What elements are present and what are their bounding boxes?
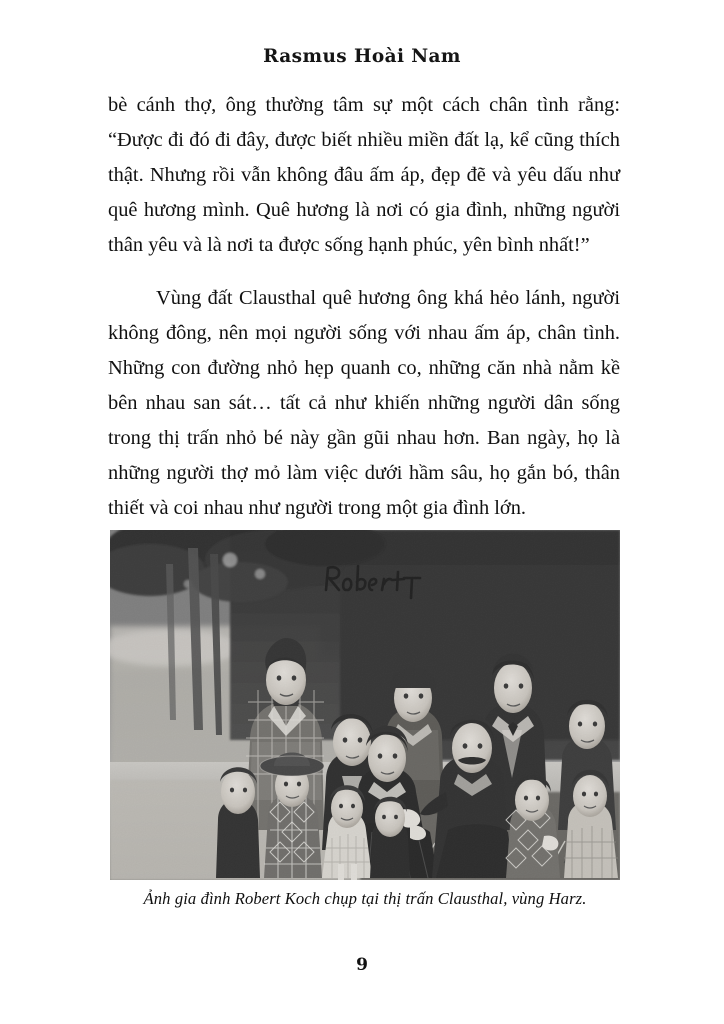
figure-caption: Ảnh gia đình Robert Koch chụp tại thị trấn Clausthal, vùng Harz. [143,889,587,908]
paragraph-2: Vùng đất Clausthal quê hương ông khá hẻo lánh, người không đông, nên mọi người sống với nhau ấm áp, chân tình. Những con đường nhỏ hẹp quanh co, những căn nhà nằm kề bên nhau san sát… tất cả như khiến những người dân sống trong thị trấn nhỏ bé này gần gũi nhau hơn. Ban ngày, họ là những người thợ mỏ làm việc dưới hầm sâu, họ gắn bó, thân thiết và coi nhau như người trong một gia đình lớn. [108,287,620,519]
paragraph-1: bè cánh thợ, ông thường tâm sự một cách chân tình rằng: “Được đi đó đi đây, được biết nhiều miền đất lạ, kể cũng thích thật. Nhưng rồi vẫn không đâu ấm áp, đẹp đẽ và yêu dấu như quê hương mình. Quê hương là nơi có gia đình, những người thân yêu và là nơi ta được sống hạnh phúc, yên bình nhất!” [108,94,620,256]
figure-family-photo [110,530,620,909]
body-text-column [108,88,620,526]
photograph [110,530,620,880]
page-number: 9 [356,955,368,975]
running-head: Rasmus Hoài Nam [263,46,461,67]
